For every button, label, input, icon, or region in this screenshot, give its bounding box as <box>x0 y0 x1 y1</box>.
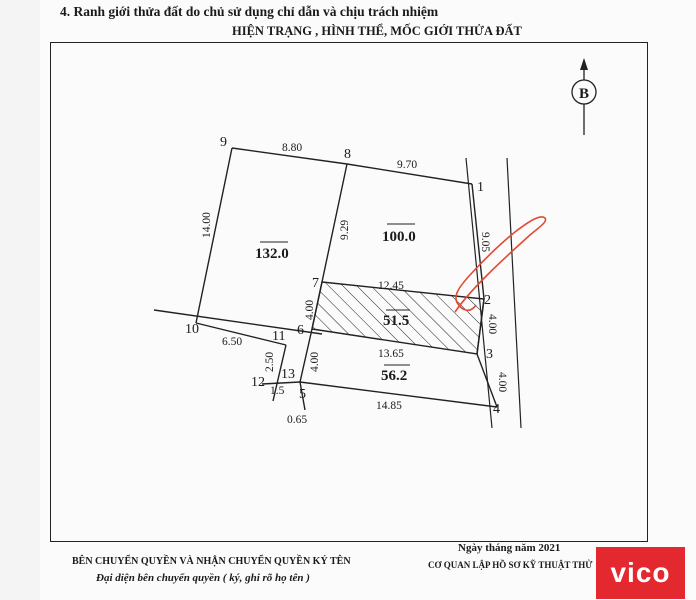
length-label: 8.80 <box>282 142 303 154</box>
length-label: 6.50 <box>222 336 243 348</box>
point-label: 3 <box>486 347 493 362</box>
length-label: 1.5 <box>270 385 285 397</box>
north-label: B <box>578 86 590 102</box>
area-label: 132.0 <box>255 246 289 262</box>
length-label: 4.00 <box>486 314 498 335</box>
length-label: 14.85 <box>376 400 402 412</box>
area-label: 51.5 <box>383 313 410 329</box>
road-edges <box>466 158 521 428</box>
length-label: 9.05 <box>479 232 491 253</box>
vico-logo: vico <box>596 547 685 599</box>
length-label: 2.50 <box>264 351 276 372</box>
length-label: 12.45 <box>378 280 404 292</box>
point-label: 11 <box>272 329 286 344</box>
length-label: 9.29 <box>339 219 351 240</box>
parcel-boundaries <box>154 148 497 410</box>
plan-title: HIỆN TRẠNG , HÌNH THỂ, MỐC GIỚI THỬA ĐẤT <box>232 24 522 38</box>
point-label: 7 <box>312 276 319 291</box>
length-label: 14.00 <box>201 212 213 238</box>
point-label: 10 <box>185 322 199 337</box>
point-label: 2 <box>484 293 491 308</box>
area-label: 56.2 <box>381 368 408 384</box>
date-line: Ngày tháng năm 2021 <box>458 542 561 554</box>
point-label: 5 <box>299 387 306 402</box>
point-labels <box>185 135 500 417</box>
north-arrow-icon <box>572 58 596 135</box>
signature-party-title: BÊN CHUYỂN QUYỀN VÀ NHẬN CHUYỂN QUYỀN KÝ TÊN <box>72 556 351 567</box>
agency-title: CƠ QUAN LẬP HỒ SƠ KỸ THUẬT THỬ <box>428 560 593 570</box>
point-label: 1 <box>477 180 484 195</box>
length-label: 4.00 <box>304 299 316 320</box>
section-heading: 4. Ranh giới thửa đất do chủ sử dụng chỉ dẫn và chịu trách nhiệm <box>60 4 439 19</box>
area-label: 100.0 <box>382 229 416 245</box>
length-label: 0.65 <box>287 414 308 426</box>
point-label: 13 <box>281 367 295 382</box>
signature-party-subtitle: Đại diện bên chuyển quyền ( ký, ghi rõ họ tên ) <box>96 572 310 584</box>
length-label: 9.70 <box>397 159 418 171</box>
point-label: 12 <box>251 375 265 390</box>
point-label: 8 <box>344 147 351 162</box>
length-label: 4.00 <box>309 351 321 372</box>
length-label: 4.00 <box>496 372 508 393</box>
point-label: 6 <box>297 323 304 338</box>
length-label: 13.65 <box>378 348 404 360</box>
point-label: 9 <box>220 135 227 150</box>
point-label: 4 <box>493 402 500 417</box>
